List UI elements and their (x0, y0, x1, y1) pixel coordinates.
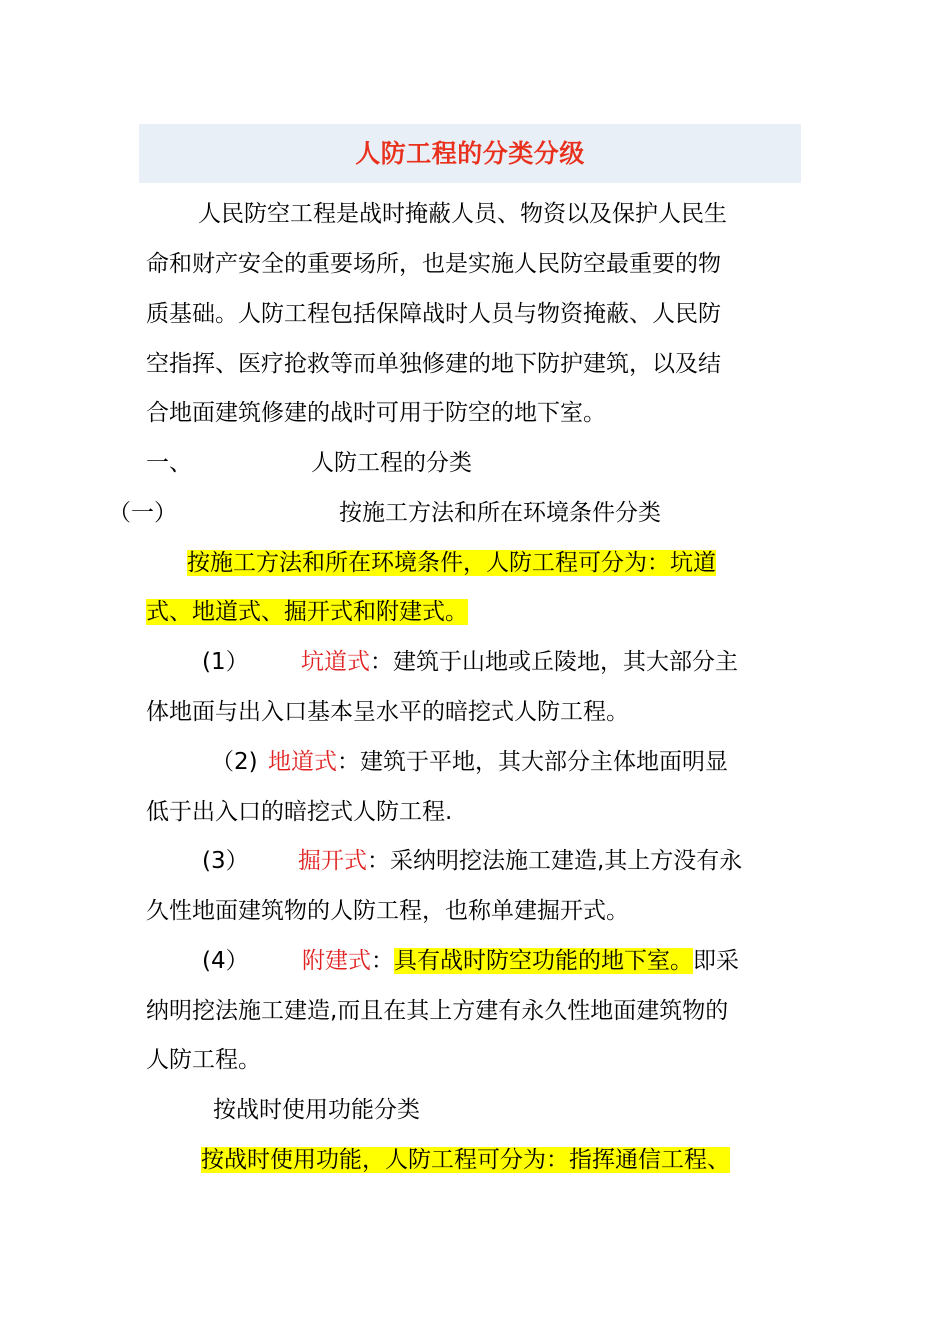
subsection-1-summary-line-2: 式、地道式、掘开式和附建式。 (146, 599, 468, 625)
item-4-term: 附建式 (302, 948, 371, 974)
item-4-number: (4） (202, 948, 249, 974)
item-4-line: 附建式：具有战时防空功能的地下室。即采 (302, 948, 739, 974)
item-4-continuation: 纳明挖法施工建造,而且在其上方建有永久性地面建筑物的 (146, 998, 729, 1024)
item-3-number: (3） (202, 848, 249, 874)
subsection-2-heading: 按战时使用功能分类 (213, 1097, 420, 1123)
item-1-line: 坑道式：建筑于山地或丘陵地，其大部分主 (301, 649, 738, 675)
item-2-continuation: 低于出入口的暗挖式人防工程. (146, 799, 453, 825)
item-2-term: 地道式 (268, 749, 337, 775)
section-1-heading: 人防工程的分类 (311, 450, 472, 476)
document-title: 人防工程的分类分级 (355, 139, 585, 168)
item-1-term: 坑道式 (301, 649, 370, 675)
intro-line-2: 命和财产安全的重要场所，也是实施人民防空最重要的物 (146, 251, 721, 277)
subsection-2-summary: 按战时使用功能，人防工程可分为：指挥通信工程、 (201, 1147, 730, 1173)
item-2-number: （2) (211, 749, 258, 775)
item-2-line: 地道式：建筑于平地，其大部分主体地面明显 (268, 749, 728, 775)
intro-line-5: 合地面建筑修建的战时可用于防空的地下室。 (146, 400, 606, 426)
item-1-number: (1） (202, 649, 249, 675)
intro-line-4: 空指挥、医疗抢救等而单独修建的地下防护建筑，以及结 (146, 351, 721, 377)
intro-line-3: 质基础。人防工程包括保障战时人员与物资掩蔽、人民防 (146, 301, 721, 327)
intro-line-1: 人民防空工程是战时掩蔽人员、物资以及保护人民生 (198, 201, 727, 227)
item-3-line: 掘开式：采纳明挖法施工建造,其上方没有永 (298, 848, 743, 874)
item-4-highlight: 具有战时防空功能的地下室。 (394, 948, 693, 974)
item-4-continuation-2: 人防工程。 (146, 1047, 261, 1073)
item-3-continuation: 久性地面建筑物的人防工程，也称单建掘开式。 (146, 898, 629, 924)
subsection-1-heading: 按施工方法和所在环境条件分类 (339, 500, 661, 526)
subsection-1-number: （一） (108, 500, 177, 526)
item-1-continuation: 体地面与出入口基本呈水平的暗挖式人防工程。 (146, 699, 629, 725)
section-1-number: 一、 (146, 450, 192, 476)
item-3-term: 掘开式 (298, 848, 367, 874)
subsection-1-summary-line-1: 按施工方法和所在环境条件，人防工程可分为：坑道 (187, 550, 716, 576)
